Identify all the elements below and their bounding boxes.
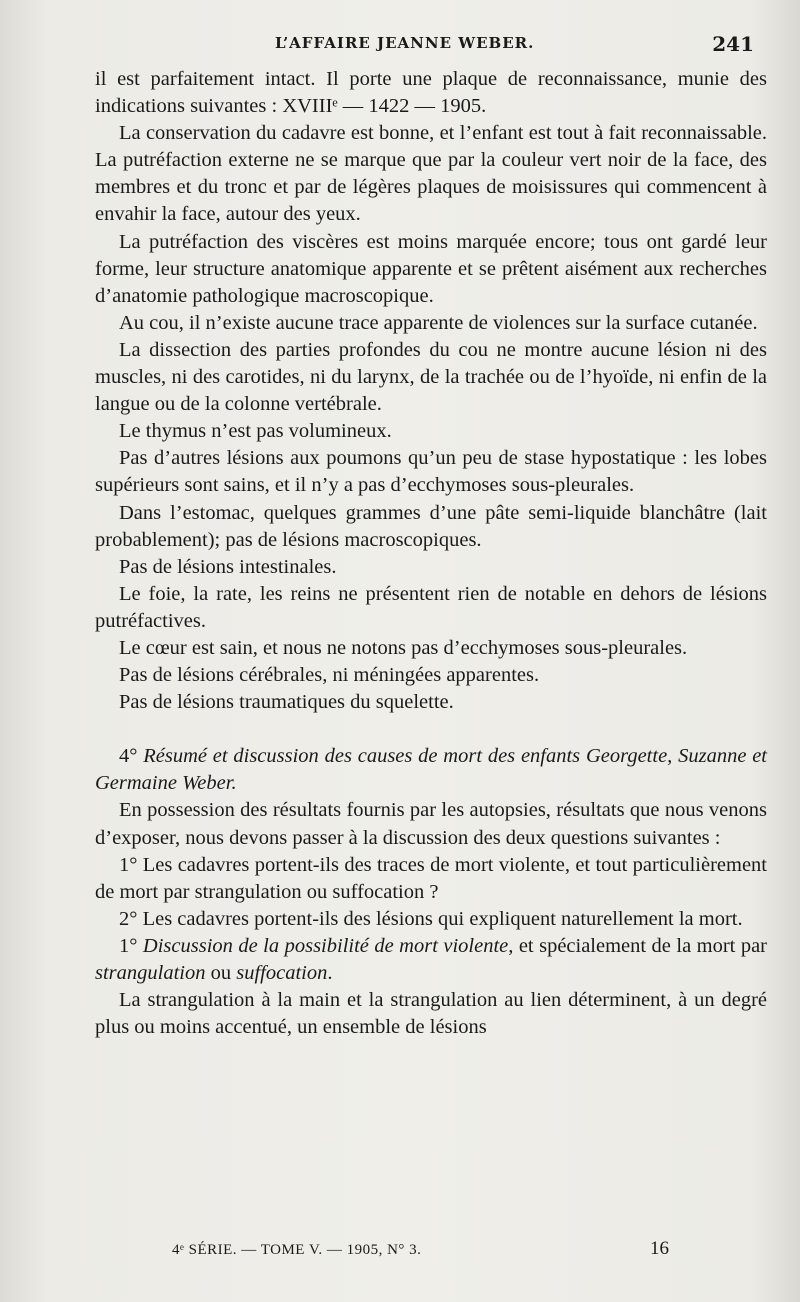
running-title: L’AFFAIRE JEANNE WEBER. xyxy=(275,34,535,52)
printer-signature: 4ᵉ SÉRIE. — TOME V. — 1905, N° 3. xyxy=(172,1242,422,1258)
paragraph: La putréfaction des viscères est moins marquée encore; tous ont gardé leur forme, leur structure anatomique apparente et se prêtent aisément aux recherches d’anatomie pathologique macroscopique. xyxy=(95,230,767,307)
paragraph: Pas de lésions cérébrales, ni méningées apparentes. xyxy=(119,664,540,687)
body-text xyxy=(95,66,767,1041)
paragraph: Pas de lésions intestinales. xyxy=(119,555,337,578)
paragraph: Le thymus n’est pas volumineux. xyxy=(119,420,392,443)
subsection-emphasis: strangulation xyxy=(95,962,206,984)
folio-number: 16 xyxy=(650,1238,669,1259)
paragraph: Pas de lésions traumatiques du squelette. xyxy=(119,691,454,714)
paragraph: 1° Les cadavres portent-ils des traces de mort violente, et tout particulièrement de mort par strangulation ou suffocation ? xyxy=(95,853,767,903)
subsection-paragraph xyxy=(95,933,767,987)
subsection-title: Discussion de la possibilité de mort violente, xyxy=(142,934,514,957)
paragraph: Au cou, il n’existe aucune trace apparente de violences sur la surface cutanée. xyxy=(119,311,758,334)
paragraph: Le cœur est sain, et nous ne notons pas d’ecchymoses sous-pleurales. xyxy=(119,636,688,659)
page-header xyxy=(0,34,800,64)
subsection-emphasis: suffocation xyxy=(236,962,328,984)
section-number: 4° xyxy=(119,745,144,768)
subsection-number: 1° xyxy=(119,934,143,957)
paragraph: La strangulation à la main et la strangulation au lien déterminent, à un degré plus ou moins accentué, un ensemble de lésions xyxy=(95,989,767,1039)
subsection-text: ou xyxy=(205,962,237,984)
paragraph: La conservation du cadavre est bonne, et l’enfant est tout à fait reconnaissable. La putréfaction externe ne se marque que par la couleur vert noir de la face, des membres et du tronc et par de légères plaques de moisissures qui commencent à envahir la face, autour des yeux. xyxy=(95,122,767,226)
page-footer xyxy=(0,1238,800,1268)
paragraph: Le foie, la rate, les reins ne présentent rien de notable en dehors de lésions putréfactives. xyxy=(95,582,767,632)
paragraph: Pas d’autres lésions aux poumons qu’un peu de stase hypostatique : les lobes supérieurs sont sains, et il n’y a pas d’ecchymoses sous-pleurales. xyxy=(95,447,767,497)
subsection-text: et spécialement de la mort par xyxy=(513,934,767,957)
subsection-text: . xyxy=(327,962,333,984)
page-number: 241 xyxy=(712,32,754,56)
paragraph: La dissection des parties profondes du cou ne montre aucune lésion ni des muscles, ni des carotides, ni du larynx, de la trachée ou de l’hyoïde, ni enfin de la langue ou de la colonne vertébrale. xyxy=(95,338,767,416)
section-title: Résumé et discussion des causes de mort des enfants Georgette, Suzanne et Germaine Weber. xyxy=(95,745,767,795)
paragraph: il est parfaitement intact. Il porte une plaque de reconnaissance, munie des indications suivantes : XVIIIᵉ — 1422 — 1905. xyxy=(95,68,767,118)
paragraph: 2° Les cadavres portent-ils des lésions qui expliquent naturellement la mort. xyxy=(119,907,743,930)
section-heading xyxy=(95,743,767,797)
paragraph: En possession des résultats fournis par les autopsies, résultats que nous venons d’exposer, nous devons passer à la discussion des deux questions suivantes : xyxy=(95,799,767,849)
paragraph: Dans l’estomac, quelques grammes d’une pâte semi-liquide blanchâtre (lait probablement); pas de lésions macroscopiques. xyxy=(95,501,767,551)
